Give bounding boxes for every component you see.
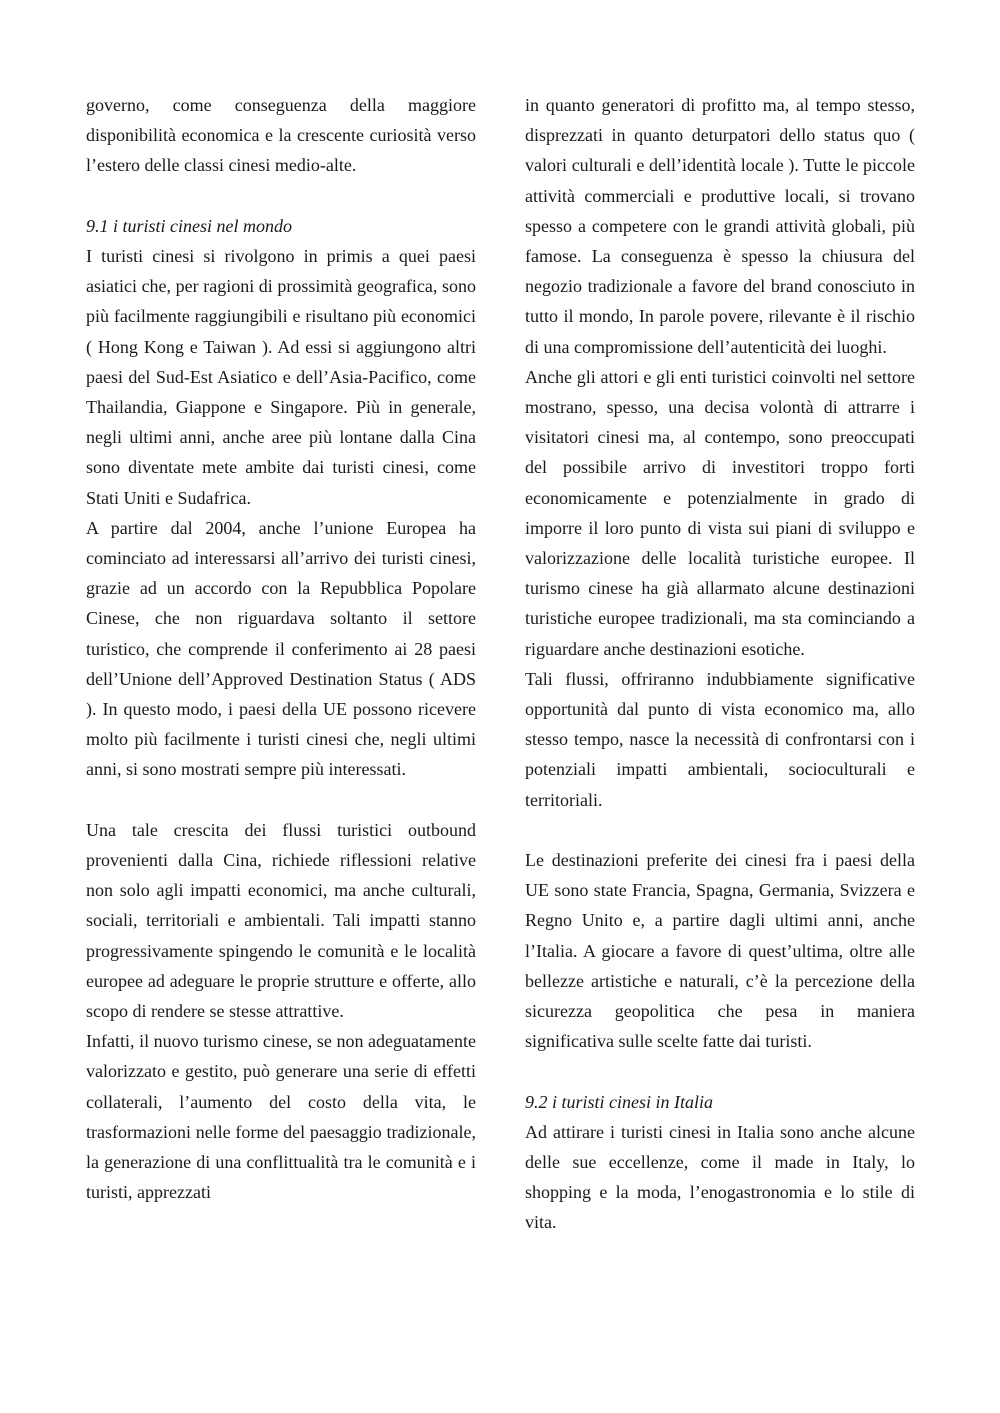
right-column [525,90,915,1238]
paragraph-actors: Anche gli attori e gli enti turistici coinvolti nel settore mostrano, spesso, una decisa volontà di attrarre i visitatori cinesi ma, al contempo, sono preoccupati del possibile arrivo di investitori troppo forti economicamente e potenzialmente in grado di imporre il loro punto di vista sui piani di sviluppo e valorizzazione delle località turistiche europee. Il turismo cinese ha già allarmato alcune destinazioni turistiche europee tradizionali, ma sta cominciando a riguardare anche destinazioni esotiche. [525,366,915,659]
paragraph-growth: Una tale crescita dei flussi turistici outbound provenienti dalla Cina, richiede riflessioni relative non solo agli impatti economici, ma anche culturali, sociali, territoriali e ambientali. Tali impatti stanno progressivamente spingendo le comunità e le località europee ad adeguare le proprie strutture e offerte, allo scopo di rendere se stesse attrattive. [86,819,476,1022]
paragraph-spacer [525,1056,915,1086]
left-column [86,90,476,1207]
paragraph-italy: Ad attirare i turisti cinesi in Italia sono anche alcune delle sue eccellenze, come il made in Italy, lo shopping e la moda, l’enogastronomia e lo stile di vita. [525,1121,915,1233]
paragraph-spacer [525,815,915,845]
paragraph-effects-start: Infatti, il nuovo turismo cinese, se non adeguatamente valorizzato e gestito, può generare una serie di effetti collaterali, l’aumento del costo della vita, le trasformazioni nelle forme del paesaggio tradizionale, la generazione di una conflittualità tra le comunità e i turisti, apprezzati [86,1031,476,1203]
paragraph-intro-continued: governo, come conseguenza della maggiore disponibilità economica e la crescente curiosità verso l’estero delle classi cinesi medio-alte. [86,95,476,176]
section-heading-9-1: 9.1 i turisti cinesi nel mondo [86,215,292,236]
paragraph-flows: Tali flussi, offriranno indubbiamente significative opportunità dal punto di vista economico ma, allo stesso tempo, nasce la necessità di confrontarsi con i potenziali impatti ambientali, socioculturali e territoriali. [525,668,915,810]
paragraph-world-asia: I turisti cinesi si rivolgono in primis a quei paesi asiatici che, per ragioni di prossimità geografica, sono più facilmente raggiungibili e risultano più economici ( Hong Kong e Taiwan ). Ad essi si aggiungono altri paesi del Sud-Est Asiatico e dell’Asia-Pacifico, come Thailandia, Giappone e Singapore. Più in generale, negli ultimi anni, anche aree più lontane dalla Cina sono diventate mete ambite dai turisti cinesi, come Stati Uniti e Sudafrica. [86,246,476,508]
paragraph-destinations: Le destinazioni preferite dei cinesi fra i paesi della UE sono state Francia, Spagna, Germania, Svizzera e Regno Unito e, a partire dagli ultimi anni, anche l’Italia. A giocare a favore di quest’ultima, oltre alle bellezze artistiche e naturali, c’è la percezione della sicurezza geopolitica che pesa in maniera significativa sulle scelte fatte dai turisti. [525,850,915,1052]
paragraph-effects-end: in quanto generatori di profitto ma, al tempo stesso, disprezzati in quanto deturpatori dello status quo ( valori culturali e dell’identità locale ). Tutte le piccole attività commerciali e produttive locali, si trovano spesso a competere con le grandi attività globali, più famose. La conseguenza è spesso la chiusura del negozio tradizionale a favore del brand conosciuto in tutto il mondo, In parole povere, rilevante è il rischio di una compromissione dell’autenticità dei luoghi. [525,95,915,357]
paragraph-spacer [86,181,476,211]
paragraph-spacer [86,785,476,815]
section-heading-9-2: 9.2 i turisti cinesi in Italia [525,1091,713,1112]
paragraph-world-europe: A partire dal 2004, anche l’unione Europea ha cominciato ad interessarsi all’arrivo dei turisti cinesi, grazie ad un accordo con la Repubblica Popolare Cinese, che non riguardava soltanto il settore turistico, che comprende il conferimento ai 28 paesi dell’Unione dell’Approved Destination Status ( ADS ). In questo modo, i paesi della UE possono ricevere molto più facilmente i turisti cinesi che, negli ultimi anni, si sono mostrati sempre più interessati. [86,517,476,780]
